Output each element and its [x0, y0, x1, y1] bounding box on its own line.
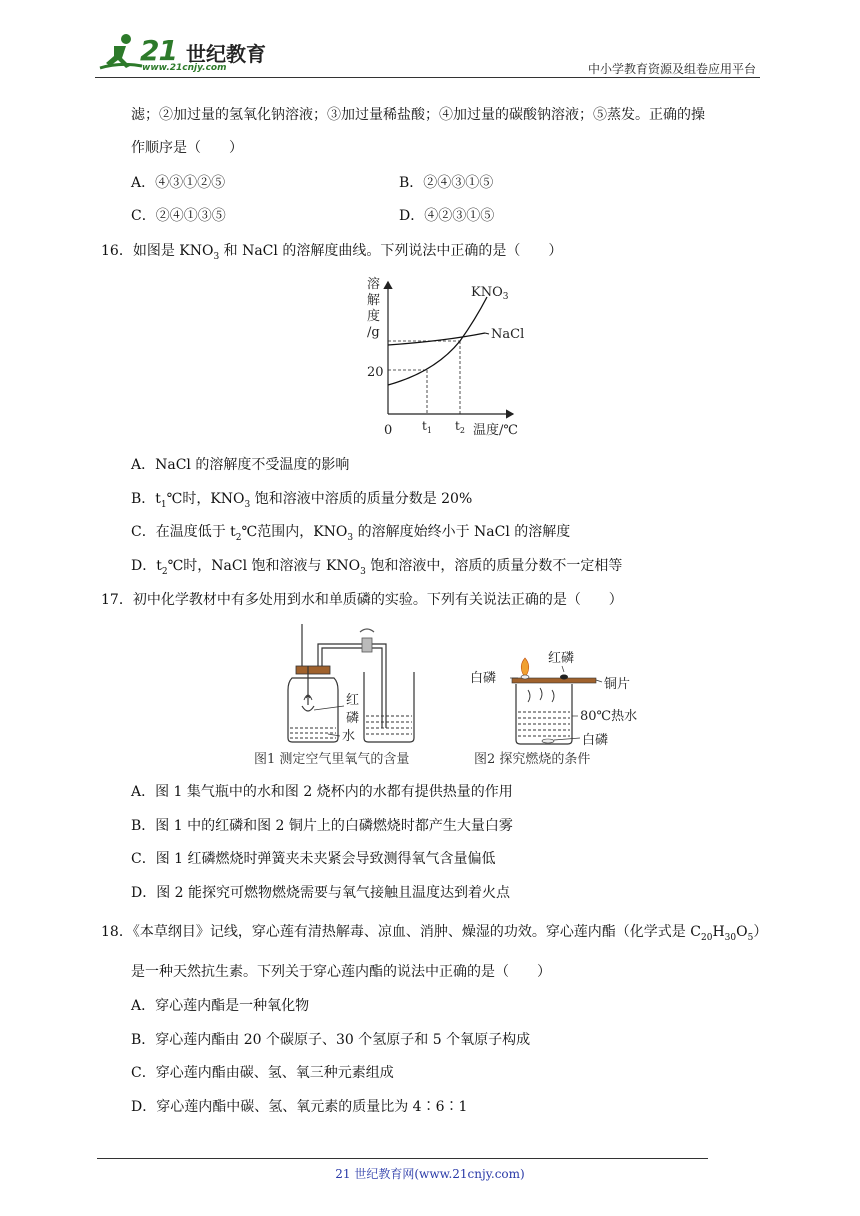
header-divider [95, 77, 760, 78]
q16-stem: 16．如图是 $KNO_3$ 和 NaCl 的溶解度曲线。下列说法中正确的是（ ） [101, 243, 563, 262]
logo-url: www.21cnjy.com [142, 63, 227, 73]
fig2-apparatus [510, 658, 602, 744]
q17-option-b: B．图 1 中的红磷和图 2 铜片上的白磷燃烧时都产生大量白雾 [131, 818, 513, 834]
fig2-caption: 图2 探究燃烧的条件 [474, 752, 591, 767]
nacl-label: NaCl [491, 327, 525, 342]
runner-logo-icon [96, 32, 144, 74]
q17-stem: 17．初中化学教材中有多处用到水和单质磷的实验。下列有关说法正确的是（ ） [101, 592, 623, 608]
logo-text: 世纪教育 [186, 42, 266, 66]
footer-text: 21 世纪教育网(www.21cnjy.com) [335, 1167, 525, 1181]
t2-label: $t_2$ [455, 419, 465, 435]
origin-label: 0 [384, 423, 393, 438]
y-label-2: 解 [367, 293, 381, 308]
q15-option-d: D．④②③①⑤ [399, 208, 495, 224]
header-slogan: 中小学教育资源及组卷应用平台 [587, 62, 756, 76]
fig1-label-phos: 磷 [346, 711, 360, 726]
solubility-chart [355, 272, 530, 444]
fig2-label-white: 白磷 [470, 671, 497, 686]
y-label-1: 溶 [367, 277, 381, 292]
nacl-curve [388, 333, 485, 345]
fig1-label-red: 红 [346, 693, 360, 708]
experiment-figures [248, 620, 648, 772]
fig2-label-copper: 铜片 [604, 677, 631, 692]
t1-label: $t_1$ [422, 419, 432, 435]
q15-line2: 作顺序是（ ） [131, 140, 243, 156]
q18-option-c: C．穿心莲内酯由碳、氢、氧三种元素组成 [131, 1065, 394, 1081]
q18-option-b: B．穿心莲内酯由 20 个碳原子、30 个氢原子和 5 个氧原子构成 [131, 1032, 531, 1048]
q16-option-d: D．$t_2℃$时，NaCl 饱和溶液与 $KNO_3$ 饱和溶液中，溶质的质量分数不一定相等 [131, 558, 623, 577]
q18-line2: 是一种天然抗生素。下列关于穿心莲内酯的说法中正确的是（ ） [131, 964, 551, 980]
q18-option-a: A．穿心莲内酯是一种氧化物 [131, 998, 310, 1014]
fig2-label-white2: 白磷 [582, 733, 609, 748]
y-tick-20: 20 [367, 365, 384, 380]
q16-option-a: A．NaCl 的溶解度不受温度的影响 [131, 457, 350, 473]
y-label-4: /g [367, 325, 380, 340]
q17-option-d: D．图 2 能探究可燃物燃烧需要与氧气接触且温度达到着火点 [131, 885, 511, 901]
y-label-3: 度 [367, 309, 381, 324]
q15-option-b: B．②④③①⑤ [399, 175, 494, 191]
q15-option-a: A．④③①②⑤ [131, 175, 226, 191]
footer-divider [97, 1158, 708, 1159]
x-axis-label: 温度/℃ [473, 423, 518, 438]
fig2-label-hot: 80℃热水 [580, 709, 638, 724]
fig1-caption: 图1 测定空气里氧气的含量 [254, 752, 410, 767]
q16-option-b: B．$t_1℃$时，$KNO_3$ 饱和溶液中溶质的质量分数是 20% [131, 491, 473, 510]
fig2-label-red: 红磷 [548, 651, 575, 666]
q15-option-c: C．②④①③⑤ [131, 208, 226, 224]
logo-number: 21 [140, 34, 177, 67]
q17-option-a: A．图 1 集气瓶中的水和图 2 烧杯内的水都有提供热量的作用 [131, 784, 513, 800]
q15-line1: 滤；②加过量的氢氧化钠溶液；③加过量稀盐酸；④加过量的碳酸钠溶液；⑤蒸发。正确的操 [131, 107, 705, 123]
fig1-label-water: 水 [342, 729, 356, 744]
q16-option-c: C．在温度低于 $t_2℃$范围内，$KNO_3$ 的溶解度始终小于 NaCl 的溶解度 [131, 524, 571, 543]
q17-option-c: C．图 1 红磷燃烧时弹簧夹未夹紧会导致测得氧气含量偏低 [131, 851, 496, 867]
q18-option-d: D．穿心莲内酯中碳、氢、氧元素的质量比为 4∶6∶1 [131, 1099, 468, 1115]
kno3-label: $KNO_3$ [471, 285, 509, 302]
q18-line1: 18．《本草纲目》记线，穿心莲有清热解毒、凉血、消肿、燥湿的功效。穿心莲内酯（化学式是 $C_{20}H_{30}O_5$） [101, 924, 768, 943]
